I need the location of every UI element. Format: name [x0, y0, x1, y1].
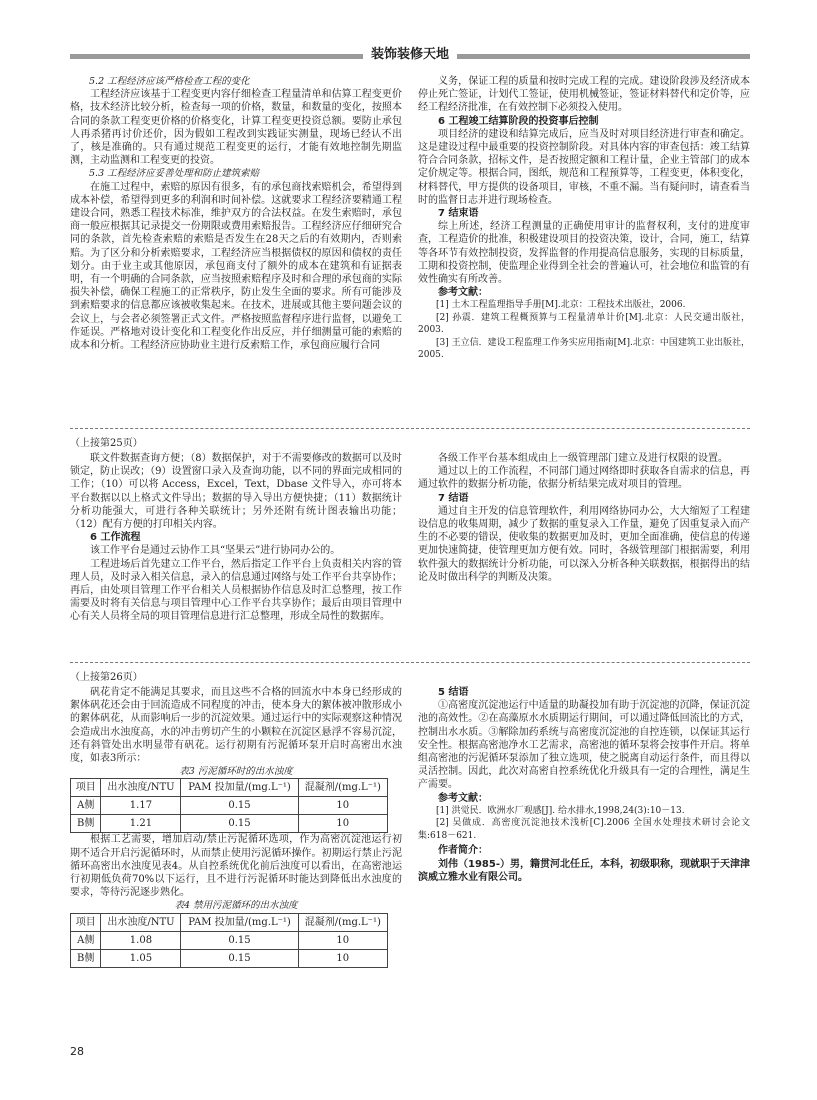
paragraph: 联文件数据查询方便；（8）数据保护，对于不需要修改的数据可以及时锁定，防止误改；（9）设置窗口录入及查询功能，以不同的界面完成相同的工作；（10）可以将 Access，Excel，Text，Dbase 文件导入，亦可将本平台数据以以上格式文件导出；数据的导入导出方便快捷；（11）数据统计分析功能强大，可进行各种关联统计；另外还附有统计图表输出功能；（12）配有方便的打印相关内容。: [70, 453, 402, 531]
references-title: 参考文献：: [438, 287, 488, 299]
subheading-5-2: 5.2 工程经济应该严格检查工程的变化: [89, 76, 250, 87]
section2-left-column: [70, 452, 402, 624]
table4: [70, 913, 388, 968]
table-cell: 10: [298, 797, 387, 815]
author-bio: 刘伟（1985-）男，籍贯河北任丘，本科，初级职称，现就职于天津津滨威立雅水业有限公司。: [418, 858, 750, 883]
heading-6: 6 工作流程: [90, 532, 141, 544]
section-divider: [70, 662, 750, 663]
table-header-cell: PAM 投加量/(mg.L⁻¹): [181, 913, 298, 931]
table-cell: 10: [298, 931, 387, 949]
paragraph: ①高密度沉淀池运行中适量的助凝投加有助于沉淀池的沉降，保证沉淀池的高效性。②在高藻原水水质期运行期间，可以通过降低回流比的方式，控制出水水质。③解除加药系统与高密度沉淀池的自控连锁，以保证其运行安全性。根据高密池净水工艺需求，高密池的循环泵将会按事件开启。将单组高密池的污泥循环泵添加了独立选项，使之脱离自动运行条件，而且得以灵活控制。因此，此次对高密自控系统优化升级具有一定的合理性，满足生产需要。: [418, 700, 750, 791]
paragraph: 通过以上的工作流程，不同部门通过网络即时获取各自需求的信息，再通过软件的数据分析功能，依据分析结果完成对项目的管理。: [418, 466, 750, 491]
table-header-cell: 出水浊度/NTU: [101, 913, 181, 931]
table-row: [71, 815, 388, 833]
table-header-cell: 项目: [71, 779, 101, 797]
paragraph: 该工作平台是通过云协作工具“坚果云”进行协同办公的。: [90, 545, 341, 557]
paragraph: 综上所述，经济工程测量的正确使用审计的监督权利，支付的进度审查，工程造价的批准，积极建设项目的投资决策，设计，合同，施工，结算等各环节有效控制投资，发挥监督的作用提高信息服务，实现的目标质量，工期和投资控制，使监理企业得到全社会的普遍认可，社会地位和监管的有效性确实有所改善。: [418, 221, 750, 286]
heading-7: 7 结语: [438, 492, 469, 504]
paragraph: 在施工过程中，索赔的原因有很多，有的承包商找索赔机会，希望得到成本补偿，希望得到更多的利润和时间补偿。这就要求工程经济要精通工程建设合同，熟悉工程技术标准，维护双方的合法权益。在发生索赔时，承包商一般应根据其记录提交一份期限或费用索赔报告。工程经济应仔细研究合同的条款，首先检查索赔的索赔是否发生在28天之后的有效期内，否则索赔。为了区分和分析索赔要求，工程经济应当根据债权的原因和债权的责任划分。由于业主或其他原因，承包商支付了额外的成本在建筑和有证据表明，有一个明确的合同条款，应当按照索赔程序及时和合理的承包商的实际损失补偿，确保工程施工的正常秩序，防止发生全面的要求。所有可能涉及到索赔要求的信息都应该被收集起来。在技术，进展或其他主要问题会议的会议上，与会者必须签署正式文件。严格按照监督程序进行监督，以避免工作延误。严格地对设计变化和工程变化作出反应，并仔细测量可能的索赔的成本和分析。工程经济应协助业主进行反索赔工作，承包商应履行合同: [70, 181, 402, 352]
table-cell: 0.15: [181, 797, 298, 815]
section3-right-column: [418, 686, 750, 884]
continued-note: （上接第26页）: [70, 672, 143, 683]
table-row: [71, 931, 388, 949]
table4-caption: 表4 禁用污泥循环的出水浊度: [174, 900, 298, 912]
paragraph: 各级工作平台基本组成由上一级管理部门建立及进行权限的设置。: [438, 453, 728, 464]
table-cell: 10: [298, 949, 387, 967]
reference-item: [3] 王立信．建设工程监理工作务实应用指南[M].北京：中国建筑工业出版社，2005.: [418, 337, 750, 361]
table-cell: B侧: [71, 815, 101, 833]
table-cell: 1.05: [101, 949, 181, 967]
continued-note: （上接第25页）: [70, 438, 143, 449]
reference-item: [2] 孙震．建筑工程概预算与工程量清单计价[M].北京：人民交通出版社，2003.: [418, 312, 750, 336]
paragraph: 矾花肯定不能满足其要求，而且这些不合格的回流水中本身已经形成的絮体矾花还会由于回流造成不同程度的冲击，使本身大的絮体被冲散形成小的絮体矾花，从而影响后一步的沉淀效果。通过运行中的实际观察这种情况会造成出水浊度高，水的冲击剪切产生的小颗粒在沉淀区悬浮不容易沉淀，还有斜管处出水明显带有矾花。运行初期有污泥循环泵开启时高密出水浊度，如表3所示：: [70, 687, 402, 765]
section-divider: [70, 428, 750, 429]
table-cell: 0.15: [181, 931, 298, 949]
table-cell: 0.15: [181, 949, 298, 967]
running-header: [70, 46, 750, 64]
table-header-cell: 混凝剂/(mg.L⁻¹): [298, 913, 387, 931]
references-title: 参考文献：: [438, 792, 488, 804]
table-header-cell: 项目: [71, 913, 101, 931]
paragraph: 根据工艺需要，增加启动/禁止污泥循环选项，作为高密沉淀池运行初期不适合开启污泥循环时，从而禁止使用污泥循环操作。初期运行禁止污泥循环高密出水浊度见表4。从自控系统优化前后浊度可以看出，在高密池运行初期低负荷70%以下运行，且不进行污泥循环时能达到降低出水浊度的要求，等待污泥逐步熟化。: [70, 834, 402, 899]
paragraph: 通过自主开发的信息管理软件，利用网络协同办公，大大缩短了工程建设信息的收集周期，减少了数据的重复录入工作量，避免了因重复录入而产生的不必要的错误，使收集的数据更加及时，更加全面准确，使信息的传递更加快速简捷，使管理更加方便有效。同时，各级管理部门根据需要，利用软件强大的数据统计分析功能，可以深入分析各种关联数据，根据得出的结论及时做出科学的判断及决策。: [418, 505, 750, 583]
page-number: 28: [70, 1045, 84, 1058]
section1-right-column: [418, 75, 750, 362]
section1-left-column: [70, 75, 402, 352]
author-title: 作者简介：: [438, 845, 488, 857]
paragraph: 义务，保证工程的质量和按时完成工程的完成。建设阶段涉及经济成本停止死亡签证，计划代工签证，使用机械签证，签证材料替代和定价等，应经工程经济批准，在有效控制下必须投入使用。: [418, 76, 750, 114]
table-cell: 1.08: [101, 931, 181, 949]
table-cell: 1.17: [101, 797, 181, 815]
heading-5: 5 结语: [438, 687, 469, 698]
table-cell: A侧: [71, 797, 101, 815]
table-cell: B侧: [71, 949, 101, 967]
paragraph: 工程进场后首先建立工作平台，然后指定工作平台上负责相关内容的管理人员，及时录入相关信息，录入的信息通过网络与处工作平台共享协作；再后，由处项目管理工作平台相关人员根据协作信息及时汇总整理，按工作需要及时将有关信息与项目管理中心工作平台共享协作；最后由项目管理中心有关人员将全局的项目管理信息进行汇总整理，形成全局性的数据库。: [70, 558, 402, 623]
header-title: 装饰装修天地: [363, 47, 457, 62]
table3-caption: 表3 污泥循环时的出水浊度: [179, 766, 293, 778]
table-cell: 0.15: [181, 815, 298, 833]
table-header-cell: PAM 投加量/(mg.L⁻¹): [181, 779, 298, 797]
table-header-row: [71, 913, 388, 931]
section3-left-column: [70, 686, 402, 968]
table3: [70, 778, 388, 833]
paragraph: 项目经济的建设和结算完成后，应当及时对项目经济进行审查和确定。这是建设过程中最重要的投资控制阶段。对具体内容的审查包括：竣工结算符合合同条款，招标文件，是否按照定额和工程计量，企业主管部门的成本定价规定等。根据合同，图纸，规范和工程预算等，工程变更，体积变化，材料替代，甲方提供的设备项目，审核，不重不漏。当有疑问时，请查看当时的监督日志并进行现场检查。: [418, 128, 750, 206]
paragraph: 工程经济应该基于工程变更内容仔细检查工程量清单和估算工程变更价格，技术经济比较分析，检查每一项的价格，数量，和数量的变化，按照本合同的条款工程变更价格的价格变化，计算工程变更投资总额。要防止承包人再杀猪再讨价还价，因为假如工程改到实践证实测量，现场已经认不出了，核是准确的。只有通过规范工程变更的运行，才能有效地控制先期监测，主动监测和工程变更的投资。: [70, 89, 402, 167]
heading-7: 7 结束语: [438, 208, 479, 220]
subheading-5-3: 5.3 工程经济应妥善处理和防止建筑索赔: [89, 168, 260, 180]
section2-right-column: [418, 452, 750, 584]
table-cell: 10: [298, 815, 387, 833]
table-cell: 1.21: [101, 815, 181, 833]
reference-item: [1] 洪觉民．欧洲水厂观感[J]. 给水排水,1998,24(3):10－13.: [436, 805, 685, 816]
table-header-cell: 出水浊度/NTU: [101, 779, 181, 797]
table-header-cell: 混凝剂/(mg.L⁻¹): [298, 779, 387, 797]
table-header-row: [71, 779, 388, 797]
table-row: [71, 949, 388, 967]
heading-6: 6 工程竣工结算阶段的投资事后控制: [438, 115, 599, 127]
reference-item: [2] 吴做成．高密度沉淀池技术浅析[C].2006 全国水处理技术研讨会论文集:618－621.: [418, 818, 750, 841]
table-cell: A侧: [71, 931, 101, 949]
reference-item: [1] 土木工程监理指导手册[M].北京：工程技术出版社，2006.: [436, 300, 686, 311]
table-row: [71, 797, 388, 815]
